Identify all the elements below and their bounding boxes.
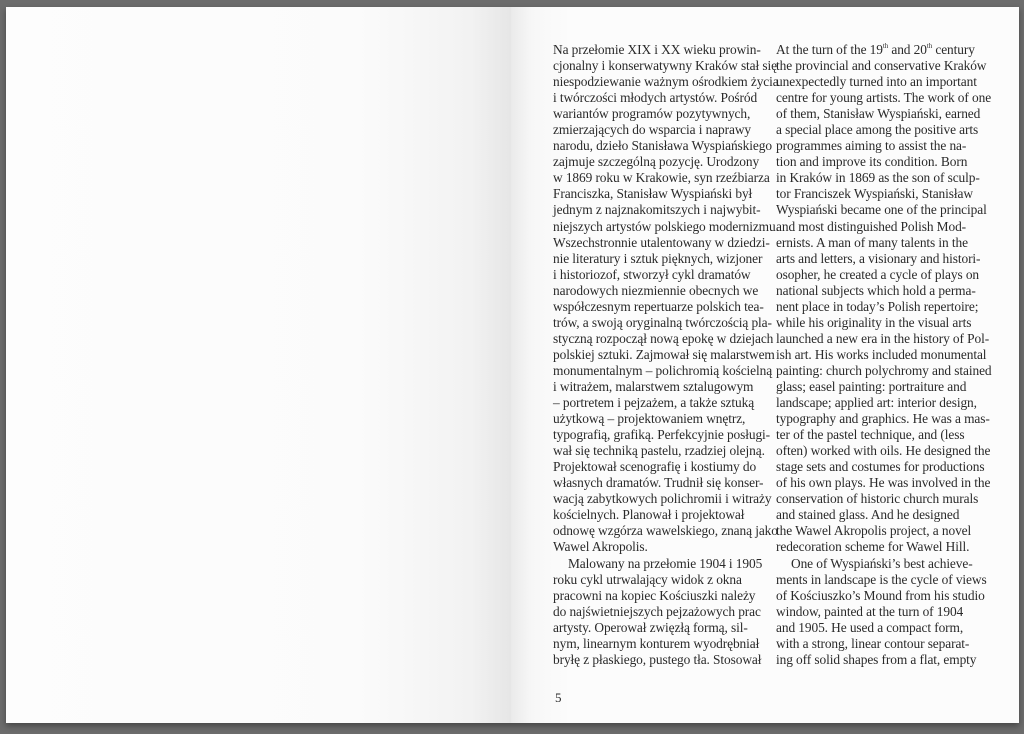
- text-line: One of Wyspiański’s best achieve-: [791, 555, 973, 571]
- text-line: typografią, grafiką. Perfekcyjnie posługi-: [553, 427, 771, 443]
- text-line: narodowych niezmiennie obecnych we: [553, 282, 759, 298]
- text-line: Franciszka, Stanisław Wyspiański był: [553, 186, 753, 202]
- text-segment: At the turn of the 19: [776, 42, 883, 57]
- text-line: zmierzających do wsparcia i naprawy: [553, 122, 752, 138]
- text-line: and 1905. He used a compact form,: [776, 619, 964, 635]
- text-line: the Wawel Akropolis project, a novel: [776, 523, 972, 539]
- text-line: ter of the pastel technique, and (less: [776, 427, 965, 443]
- text-line: narodu, dzieło Stanisława Wyspiańskiego: [553, 138, 772, 154]
- text-line: of his own plays. He was involved in the: [776, 475, 991, 491]
- text-line: i historiozof, stworzył cykl dramatów: [553, 266, 751, 282]
- text-line: – portretem i pejzażem, a także sztuką: [553, 395, 755, 411]
- text-line: i witrażem, malarstwem sztalugowym: [553, 378, 754, 394]
- text-line: centre for young artists. The work of one: [776, 90, 992, 106]
- polish-text-column: [553, 42, 779, 668]
- text-line: tor Franciszek Wyspiański, Stanisław: [776, 186, 973, 202]
- text-line: nym, linearnym konturem wyodrębniał: [553, 635, 760, 651]
- text-line: a special place among the positive arts: [776, 122, 979, 138]
- text-line: zajmuje szczególną pozycję. Urodzony: [553, 154, 760, 170]
- text-line: współczesnym repertuarze polskich tea-: [553, 298, 764, 314]
- text-line: cjonalny i konserwatywny Kraków stał się: [553, 58, 777, 74]
- text-line: do najświetniejszych pejzażowych prac: [553, 603, 761, 619]
- text-line: programmes aiming to assist the na-: [776, 138, 967, 154]
- text-segment: and 20: [888, 42, 927, 57]
- text-line: redecoration scheme for Wawel Hill.: [776, 539, 970, 555]
- text-line: monumentalnym – polichromią kościelną: [553, 362, 773, 378]
- text-line: Malowany na przełomie 1904 i 1905: [568, 555, 763, 571]
- text-line: the provincial and conservative Kraków: [776, 58, 987, 74]
- text-line: wacją zabytkowych polichromii i witraży: [553, 491, 772, 507]
- text-line: Projektował scenografię i kostiumy do: [553, 459, 757, 475]
- text-line: arts and letters, a visionary and histori-: [776, 250, 981, 266]
- text-line: nent place in today’s Polish repertoire;: [776, 298, 979, 314]
- text-line: with a strong, linear contour separat-: [776, 635, 970, 651]
- book-spread: [6, 7, 1019, 723]
- text-line: wał się techniką pastelu, rzadziej olejną.: [553, 443, 765, 459]
- text-line: glass; easel painting: portraiture and: [776, 378, 967, 394]
- text-segment: century: [932, 42, 975, 57]
- text-line: styczną rozpoczął nową epokę w dziejach: [553, 330, 774, 346]
- left-page-blank: [6, 7, 511, 723]
- text-line: in Kraków in 1869 as the son of sculp-: [776, 170, 980, 186]
- text-line: ments in landscape is the cycle of views: [776, 571, 987, 587]
- text-line: tion and improve its condition. Born: [776, 154, 968, 170]
- page-number: 5: [555, 690, 562, 705]
- text-line: ernists. A man of many talents in the: [776, 234, 968, 250]
- ordinal-superscript: th: [926, 42, 933, 50]
- text-line: bryłę z płaskiego, pustego tła. Stosował: [553, 651, 762, 667]
- text-line: Wyspiański became one of the principal: [776, 202, 987, 218]
- text-line: launched a new era in the history of Pol-: [776, 330, 990, 346]
- text-line: niespodziewanie ważnym ośrodkiem życia: [553, 74, 779, 90]
- text-line: pracowni na kopiec Kościuszki należy: [553, 587, 756, 603]
- text-line: w 1869 roku w Krakowie, syn rzeźbiarza: [553, 170, 770, 186]
- text-line: unexpectedly turned into an important: [776, 74, 977, 90]
- text-line: [776, 42, 1006, 58]
- text-line: polskiej sztuki. Zajmował się malarstwem: [553, 346, 775, 362]
- text-line: odnowę wzgórza wawelskiego, znaną jako: [553, 523, 778, 539]
- text-line: artysty. Operował zwięzłą formą, sil-: [553, 619, 748, 635]
- text-line: Wawel Akropolis.: [553, 539, 648, 555]
- text-line: landscape; applied art: interior design,: [776, 395, 977, 411]
- english-text-column: [776, 42, 1006, 668]
- text-line: typography and graphics. He was a mas-: [776, 411, 990, 427]
- text-line: kościelnych. Planował i projektował: [553, 507, 745, 523]
- text-line: and most distinguished Polish Mod-: [776, 218, 967, 234]
- ordinal-superscript: th: [882, 42, 889, 50]
- text-line: national subjects which hold a perma-: [776, 282, 976, 298]
- text-line: Na przełomie XIX i XX wieku prowin-: [553, 42, 761, 57]
- text-line: wariantów programów pozytywnych,: [553, 106, 751, 122]
- text-line: while his originality in the visual arts: [776, 314, 972, 330]
- text-line: ing off solid shapes from a flat, empty: [776, 651, 977, 667]
- text-line: trów, a swoją oryginalną twórczością pla-: [553, 314, 772, 330]
- text-line: often) worked with oils. He designed the: [776, 443, 991, 459]
- text-line: osopher, he created a cycle of plays on: [776, 266, 980, 282]
- text-line: conservation of historic church murals: [776, 491, 979, 507]
- text-line: roku cykl utrwalający widok z okna: [553, 571, 742, 587]
- text-line: ish art. His works included monumental: [776, 346, 987, 362]
- text-line: stage sets and costumes for productions: [776, 459, 985, 475]
- text-line: użytkową – projektowaniem wnętrz,: [553, 411, 746, 427]
- text-line: Wszechstronnie utalentowany w dziedzi-: [553, 234, 770, 250]
- text-line: of them, Stanisław Wyspiański, earned: [776, 106, 981, 122]
- text-line: of Kościuszko’s Mound from his studio: [776, 587, 985, 603]
- text-line: niejszych artystów polskiego modernizmu.: [553, 218, 779, 234]
- text-line: nie literatury i sztuk pięknych, wizjoner: [553, 250, 763, 266]
- text-line: window, painted at the turn of 1904: [776, 603, 964, 619]
- right-page: [511, 7, 1019, 723]
- text-line: własnych dramatów. Trudnił się konser-: [553, 475, 764, 491]
- text-line: painting: church polychromy and stained: [776, 362, 992, 378]
- text-line: i twórczości młodych artystów. Pośród: [553, 90, 758, 106]
- text-line: and stained glass. And he designed: [776, 507, 960, 523]
- text-line: jednym z najznakomitszych i najwybit-: [553, 202, 761, 218]
